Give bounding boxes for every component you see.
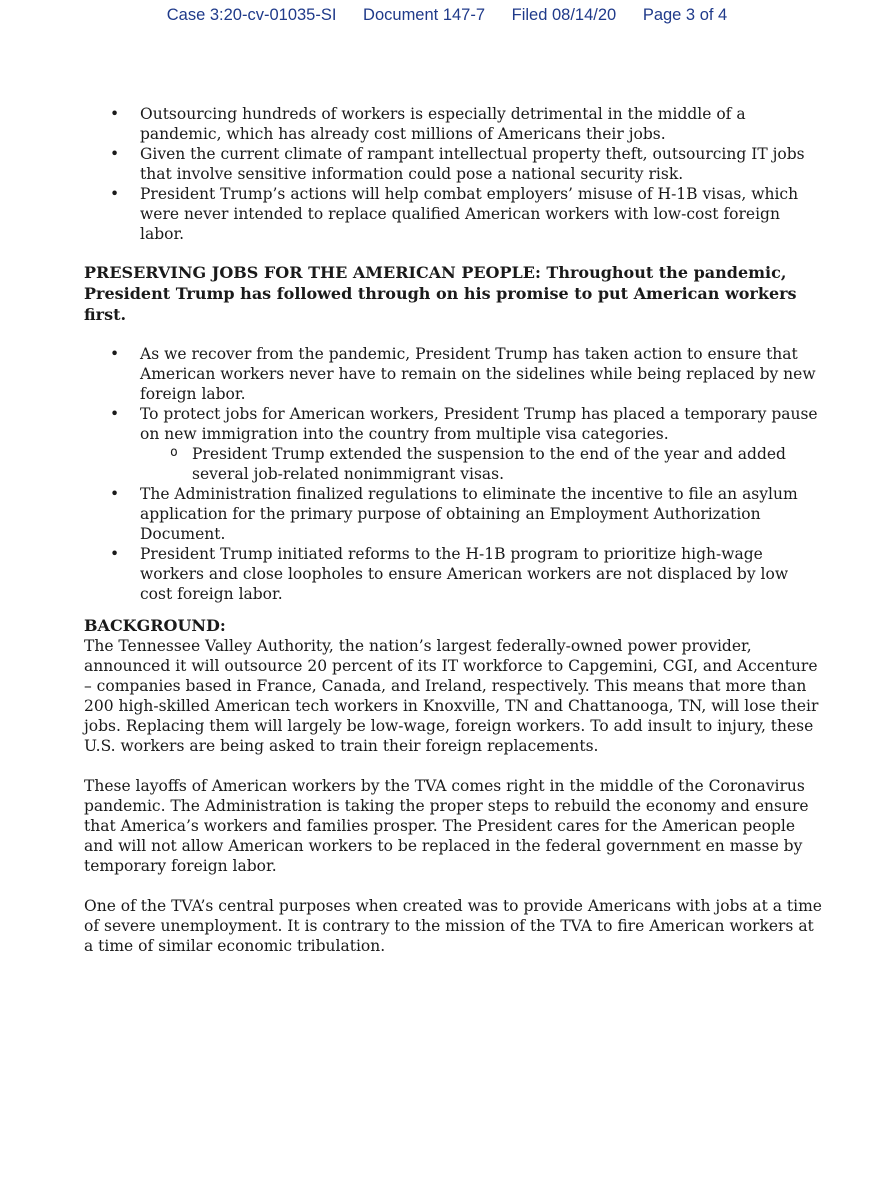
list-item: • The Administration finalized regulations to eliminate the incentive to file an asylum application for the primary purpose of obtaining an Employment Authorization Document. [84,484,824,544]
list-item [84,404,824,484]
case-number: Case 3:20-cv-01035-SI [166,6,337,24]
top-bullet-list [84,104,824,244]
background-paragraph-3: One of the TVA’s central purposes when created was to provide Americans with jobs at a time of severe unemployment. It is contrary to the mission of the TVA to fire American workers at a time of similar economic tribulation. [84,897,822,955]
list-item: • Given the current climate of rampant intellectual property theft, outsourcing IT jobs that involve sensitive information could pose a national security risk. [84,144,824,184]
list-item-text: To protect jobs for American workers, President Trump has placed a temporary pause on new immigration into the country from multiple visa categories. [140,405,818,443]
background-paragraph-2: These layoffs of American workers by the TVA comes right in the middle of the Coronavirus pandemic. The Administration is taking the proper steps to rebuild the economy and ensure that America’s workers and families prosper. The President cares for the American people and will not allow American workers to be replaced in the federal government en masse by temporary foreign labor. [84,777,809,875]
section-heading: PRESERVING JOBS FOR THE AMERICAN PEOPLE: Throughout the pandemic, President Trump has followed through on his promise to put American workers first. [84,263,797,324]
sub-list [140,444,824,484]
document-number: Document 147-7 [363,6,486,24]
list-item: • Outsourcing hundreds of workers is especially detrimental in the middle of a pandemic, which has already cost millions of Americans their jobs. [84,104,824,144]
preserving-jobs-list [84,344,824,604]
background-paragraph-1: The Tennessee Valley Authority, the nation’s largest federally-owned power provider, announced it will outsource 20 percent of its IT workforce to Capgemini, CGI, and Accenture – companies based in France, Canada, and Ireland, respectively. This means that more than 200 high-skilled American tech workers in Knoxville, TN and Chattanooga, TN, will lose their jobs. Replacing them will largely be low-wage, foreign workers. To add insult to injury, these U.S. workers are being asked to train their foreign replacements. [84,637,819,755]
page-number: Page 3 of 4 [642,6,728,24]
filed-date: Filed 08/14/20 [511,6,617,24]
sub-list-item: o President Trump extended the suspension to the end of the year and added several job-related nonimmigrant visas. [140,444,824,484]
list-item: • As we recover from the pandemic, President Trump has taken action to ensure that American workers never have to remain on the sidelines while being replaced by new foreign labor. [84,344,824,404]
case-header [0,6,894,25]
background-heading: BACKGROUND: [84,616,226,635]
list-item: • President Trump initiated reforms to the H-1B program to prioritize high-wage workers and close loopholes to ensure American workers are not displaced by low cost foreign labor. [84,544,824,604]
list-item: • President Trump’s actions will help combat employers’ misuse of H-1B visas, which were never intended to replace qualified American workers with low-cost foreign labor. [84,184,824,244]
document-body [84,104,824,956]
